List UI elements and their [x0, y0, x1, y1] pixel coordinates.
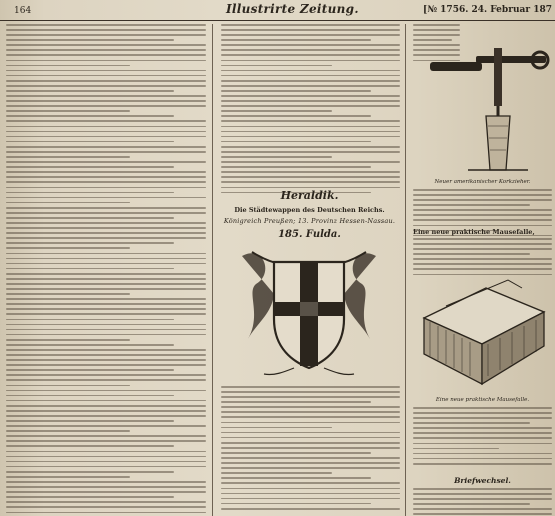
text-line: [6, 192, 174, 194]
text-line: [221, 95, 400, 97]
text-line: [413, 194, 552, 196]
text-line: [413, 34, 460, 36]
text-line: [6, 491, 206, 493]
text-line: [6, 319, 174, 321]
text-line: [221, 427, 332, 429]
section-subtitle: Die Städtewappen des Deutschen Reichs.: [234, 206, 385, 214]
corkscrew-illustration: [428, 38, 553, 176]
text-line: [413, 448, 499, 450]
text-line: [6, 253, 206, 255]
text-line: [221, 156, 332, 158]
text-line: [6, 410, 206, 412]
text-line: [221, 115, 371, 117]
text-line: [6, 369, 174, 371]
text-line: [221, 141, 371, 143]
text-line: [221, 60, 400, 62]
text-line: [221, 131, 400, 133]
text-line: [221, 176, 400, 178]
text-line: [221, 29, 400, 31]
text-line: [6, 242, 174, 244]
text-line: [413, 488, 552, 490]
text-line: [413, 437, 552, 439]
text-line: [413, 498, 552, 500]
text-line: [6, 385, 130, 387]
text-line: [221, 432, 400, 434]
text-line: [6, 156, 130, 158]
text-line: [413, 204, 530, 206]
text-line: [221, 396, 400, 398]
text-line: [6, 420, 174, 422]
text-line: [6, 247, 130, 249]
text-line: [413, 493, 552, 495]
text-line: [6, 364, 206, 366]
text-line: [6, 445, 174, 447]
text-line: [221, 65, 332, 67]
text-line: [413, 263, 552, 265]
text-line: [221, 472, 332, 474]
text-line: [6, 512, 206, 514]
text-line: [6, 100, 206, 102]
text-line: [6, 258, 206, 260]
text-line: [6, 187, 206, 189]
text-line: [6, 324, 206, 326]
text-line: [6, 54, 206, 56]
text-line: [221, 401, 371, 403]
text-line: [6, 359, 206, 361]
page-number: 164: [14, 6, 32, 16]
text-line: [6, 349, 206, 351]
text-line: [6, 60, 206, 62]
text-line: [6, 49, 206, 51]
text-line: [6, 197, 206, 199]
text-line: [6, 471, 174, 473]
text-line: [413, 29, 460, 31]
text-line: [221, 161, 400, 163]
text-line: [413, 219, 552, 221]
section-location: Königreich Preußen; 13. Provinz Hessen-Nassau.: [223, 217, 396, 225]
text-line: [221, 85, 400, 87]
body-text-right-mid2: [413, 238, 552, 279]
text-line: [221, 80, 400, 82]
text-line: [413, 225, 552, 227]
text-line: [221, 488, 400, 490]
text-line: [6, 339, 130, 341]
text-line: [6, 95, 206, 97]
text-line: [6, 161, 206, 163]
text-line: [221, 422, 400, 424]
text-line: [6, 329, 206, 331]
text-line: [6, 425, 206, 427]
text-line: [6, 181, 206, 183]
text-line: [6, 171, 206, 173]
text-line: [221, 136, 400, 138]
text-line: [6, 405, 206, 407]
text-line: [221, 24, 400, 26]
text-line: [413, 258, 552, 260]
text-line: [413, 458, 552, 460]
text-line: [6, 24, 206, 26]
text-line: [221, 437, 400, 439]
text-line: [221, 166, 371, 168]
text-line: [6, 237, 206, 239]
text-line: [6, 466, 206, 468]
column-right: [410, 24, 555, 516]
text-line: [6, 430, 130, 432]
text-line: [221, 386, 400, 388]
text-line: [6, 85, 206, 87]
text-line: [6, 105, 206, 107]
text-line: [6, 176, 206, 178]
text-line: [6, 283, 206, 285]
text-line: [413, 214, 552, 216]
text-line: [413, 407, 552, 409]
text-line: [221, 462, 400, 464]
text-line: [6, 374, 206, 376]
text-line: [6, 166, 174, 168]
text-line: [221, 34, 400, 36]
column-left: [0, 24, 210, 516]
text-line: [6, 212, 206, 214]
column-middle: [217, 24, 402, 516]
text-line: [6, 486, 206, 488]
text-line: [413, 432, 552, 434]
text-line: [413, 238, 552, 240]
text-line: [6, 39, 174, 41]
mousetrap-illustration: [416, 276, 552, 394]
text-line: [221, 406, 400, 408]
text-line: [221, 120, 400, 122]
text-line: [6, 435, 206, 437]
text-line: [413, 24, 460, 26]
column-rule-1: [212, 24, 213, 516]
text-line: [6, 232, 206, 234]
text-line: [6, 334, 206, 336]
text-line: [413, 503, 530, 505]
text-line: [413, 274, 552, 276]
text-line: [6, 354, 206, 356]
text-line: [6, 476, 130, 478]
text-line: [6, 222, 206, 224]
section-entry: 185. Fulda.: [278, 229, 341, 240]
text-line: [6, 288, 206, 290]
text-line: [6, 395, 174, 397]
text-line: [221, 493, 400, 495]
text-line: [221, 39, 371, 41]
text-line: [6, 34, 206, 36]
text-line: [413, 453, 552, 455]
coat-of-arms-image: [234, 244, 384, 379]
text-line: [6, 415, 206, 417]
text-line: [6, 120, 206, 122]
text-line: [6, 75, 206, 77]
text-line: [221, 477, 371, 479]
text-line: [6, 207, 206, 209]
section-heading-correspondence: Briefwechsel.: [454, 476, 511, 485]
text-line: [413, 463, 552, 465]
text-line: [413, 412, 552, 414]
text-line: [6, 29, 206, 31]
text-line: [6, 202, 130, 204]
body-text-middle-bottom: [221, 386, 400, 513]
section-title-heraldry: Heraldik.: [280, 189, 339, 202]
text-line: [6, 298, 206, 300]
issue-info: [№ 1756. 24. Februar 187: [423, 5, 552, 15]
text-line: [6, 263, 206, 265]
text-line: [6, 146, 206, 148]
text-line: [6, 268, 174, 270]
text-line: [413, 189, 552, 191]
text-line: [6, 227, 206, 229]
body-text-middle-top: [221, 24, 400, 197]
text-line: [6, 65, 130, 67]
text-line: [6, 141, 174, 143]
text-line: [6, 481, 206, 483]
text-line: [6, 451, 206, 453]
text-line: [413, 427, 552, 429]
text-line: [221, 508, 400, 510]
text-line: [221, 105, 400, 107]
text-line: [6, 303, 206, 305]
text-line: [413, 508, 552, 510]
text-line: [221, 391, 400, 393]
caption-corkscrew: Neuer amerikanischer Korkzieher.: [434, 179, 531, 185]
text-line: [221, 70, 400, 72]
text-line: [413, 417, 552, 419]
page-header: [0, 0, 555, 21]
text-line: [6, 501, 206, 503]
text-line: [413, 268, 552, 270]
body-text-right-end: [413, 488, 552, 516]
text-line: [221, 146, 400, 148]
text-line: [6, 110, 130, 112]
text-line: [6, 80, 206, 82]
text-line: [413, 248, 552, 250]
text-line: [413, 243, 552, 245]
text-line: [6, 313, 206, 315]
text-line: [6, 44, 206, 46]
text-line: [6, 126, 206, 128]
body-text-right-bottom: [413, 407, 552, 468]
text-line: [6, 115, 174, 117]
text-line: [6, 440, 206, 442]
text-line: [221, 44, 400, 46]
text-line: [221, 110, 332, 112]
text-line: [221, 100, 400, 102]
text-line: [221, 411, 400, 413]
text-line: [221, 482, 400, 484]
text-line: [6, 136, 206, 138]
column-rule-2: [405, 24, 406, 516]
masthead-title: Illustrirte Zeitung.: [226, 2, 359, 16]
text-line: [221, 452, 371, 454]
text-line: [6, 278, 206, 280]
text-line: [413, 199, 552, 201]
text-line: [221, 75, 400, 77]
text-line: [413, 513, 552, 515]
text-line: [221, 503, 371, 505]
text-line: [221, 90, 371, 92]
text-line: [413, 209, 552, 211]
text-line: [6, 400, 206, 402]
text-line: [221, 457, 400, 459]
text-line: [6, 461, 206, 463]
text-line: [413, 253, 530, 255]
text-line: [6, 308, 206, 310]
text-line: [6, 273, 206, 275]
text-line: [221, 171, 400, 173]
caption-mousetrap: Eine neue praktische Mausefalle.: [435, 397, 530, 403]
text-line: [221, 187, 400, 189]
text-line: [6, 456, 206, 458]
text-line: [6, 131, 206, 133]
text-line: [6, 151, 206, 153]
text-line: [221, 151, 400, 153]
text-line: [221, 498, 400, 500]
text-line: [413, 443, 552, 445]
text-line: [6, 217, 174, 219]
text-line: [6, 70, 206, 72]
text-line: [221, 181, 400, 183]
text-line: [221, 447, 400, 449]
text-line: [6, 344, 174, 346]
text-line: [6, 506, 206, 508]
text-line: [221, 54, 400, 56]
text-line: [221, 416, 400, 418]
text-line: [221, 126, 400, 128]
text-line: [6, 293, 130, 295]
text-line: [6, 496, 174, 498]
text-line: [6, 90, 174, 92]
text-line: [221, 442, 400, 444]
text-line: [221, 49, 400, 51]
body-text-left: [6, 24, 206, 516]
text-line: [6, 390, 206, 392]
text-line: [413, 422, 530, 424]
text-line: [221, 467, 400, 469]
text-line: [6, 379, 206, 381]
lead-text-mousetrap: Eine neue praktische Mausefalle,: [413, 228, 535, 236]
